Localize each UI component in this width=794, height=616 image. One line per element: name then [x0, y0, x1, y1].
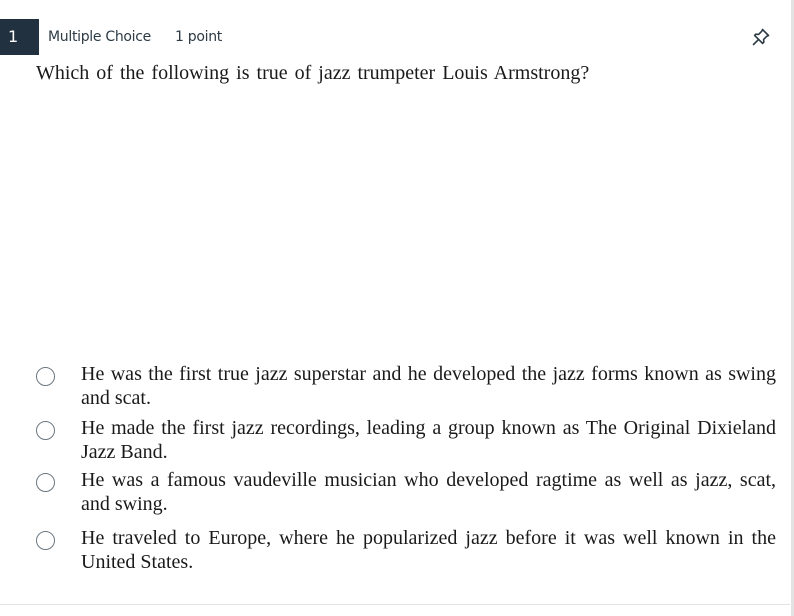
answer-option-3[interactable]	[0, 468, 790, 524]
answer-text[interactable]: He traveled to Europe, where he popularized jazz before it was well known in the United States.	[81, 527, 776, 573]
answer-text[interactable]: He was the first true jazz superstar and he developed the jazz forms known as swing and scat.	[81, 363, 776, 409]
radio-button[interactable]	[36, 531, 55, 550]
answer-option-2[interactable]	[0, 416, 790, 466]
question-text: Which of the following is true of jazz trumpeter Louis Armstrong?	[36, 62, 590, 84]
answer-option-4[interactable]	[0, 526, 790, 578]
question-header	[0, 19, 790, 55]
pin-icon[interactable]	[750, 26, 772, 48]
answer-text[interactable]: He made the first jazz recordings, leading a group known as The Original Dixieland Jazz Band.	[81, 417, 776, 463]
answer-text[interactable]: He was a famous vaudeville musician who developed ragtime as well as jazz, scat, and swing.	[81, 469, 776, 515]
bottom-divider	[0, 604, 790, 605]
question-type: Multiple Choice	[48, 29, 151, 45]
question-points: 1 point	[175, 29, 222, 45]
radio-button[interactable]	[36, 421, 55, 440]
answer-list	[0, 362, 790, 580]
answer-option-1[interactable]	[0, 362, 790, 414]
radio-button[interactable]	[36, 473, 55, 492]
radio-button[interactable]	[36, 367, 55, 386]
question-number: 1	[0, 19, 39, 55]
